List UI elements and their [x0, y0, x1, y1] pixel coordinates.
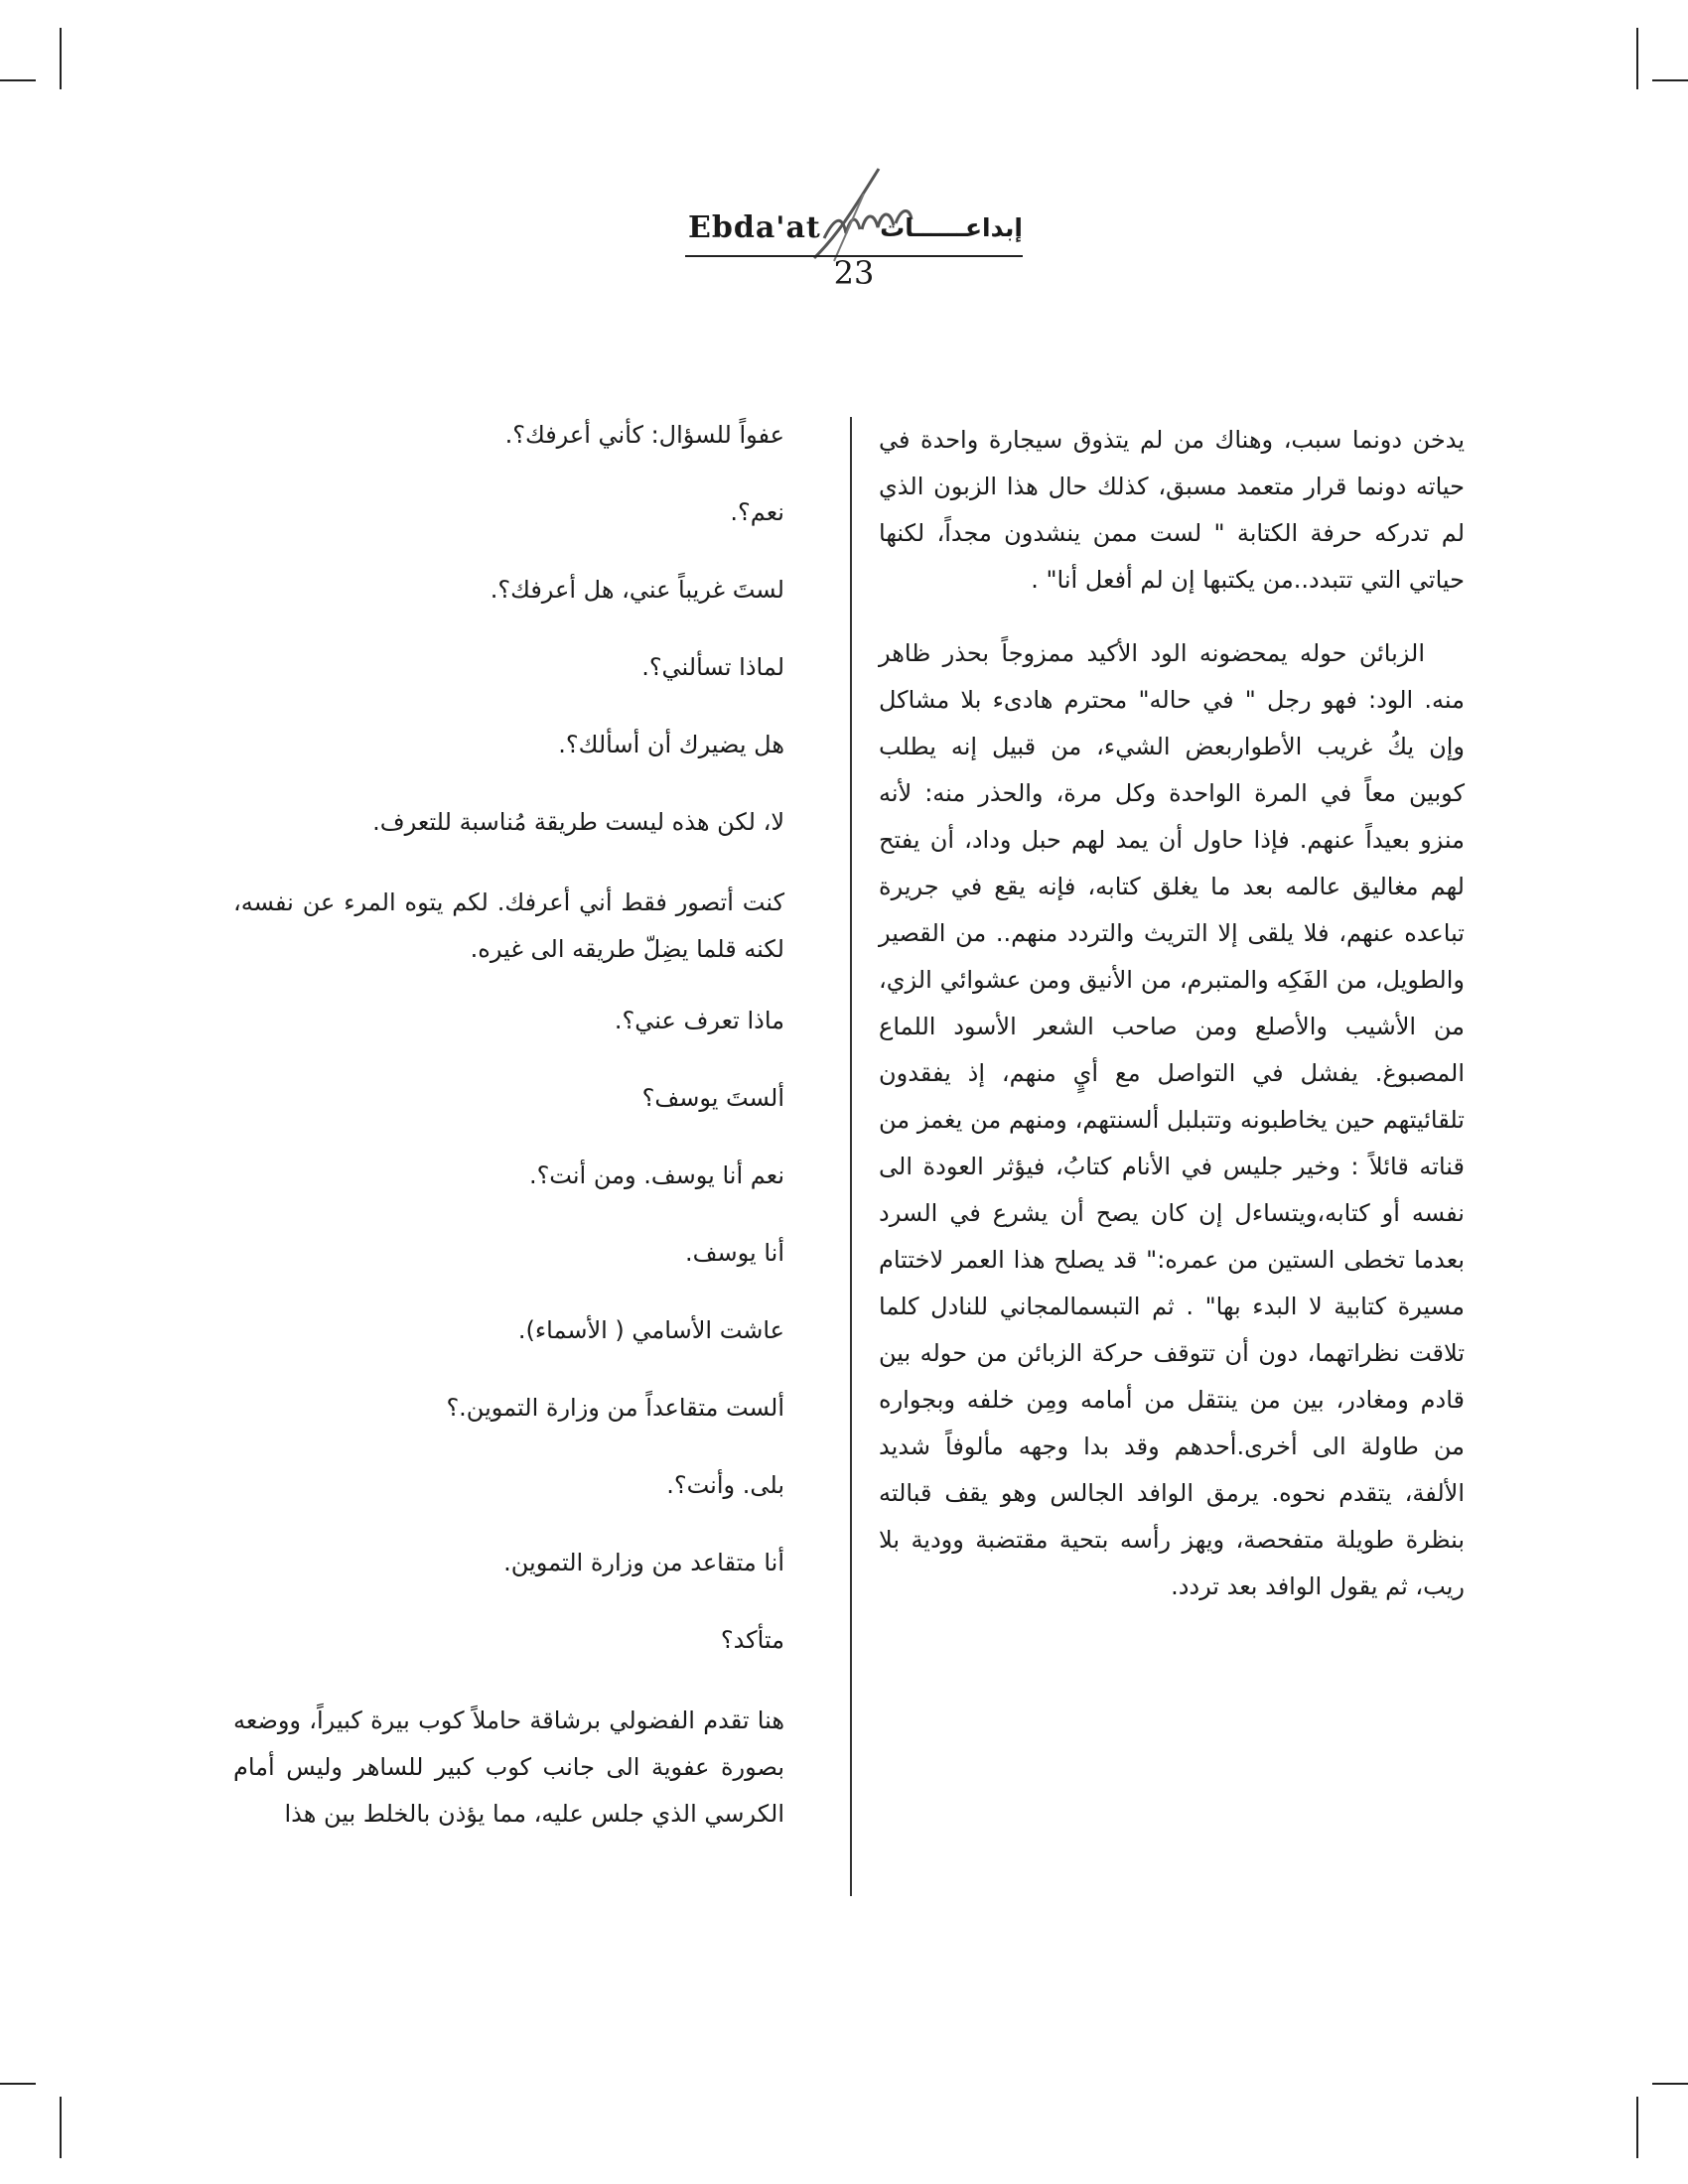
crop-mark: [0, 2083, 36, 2085]
dialogue-line: ألست متقاعداً من وزارة التموين.؟: [446, 1394, 784, 1422]
dialogue-line: ماذا تعرف عني؟.: [614, 1007, 784, 1034]
crop-mark: [1652, 2083, 1688, 2085]
column-divider: [850, 417, 852, 1896]
header-latin-title: Ebda'at: [688, 210, 821, 245]
paragraph: يدخن دونما سبب، وهناك من لم يتذوق سيجارة واحدة في حياته دونما قرار متعمد مسبق، كذلك حال هذا الزبون الذي لم تدركه حرفة الكتابة " لست ممن ينشدون مجداً، لكنها حياتي التي تتبدد..من يكتبها إن لم أفعل أنا" .: [879, 426, 1465, 594]
page-number: 23: [833, 254, 875, 292]
dialogue-line: كنت أتصور فقط أني أعرفك. لكم يتوه المرء عن نفسه، لكنه قلما يضِلّ طريقه الى غيره.: [233, 888, 784, 963]
crop-mark: [1652, 79, 1688, 81]
dialogue-line: لا، لكن هذه ليست طريقة مُناسبة للتعرف.: [372, 808, 784, 836]
dialogue-line: نعم؟.: [730, 498, 784, 526]
dialogue-line: ألستَ يوسف؟: [641, 1084, 784, 1112]
crop-mark: [1636, 28, 1638, 89]
dialogue-line: أنا متقاعد من وزارة التموين.: [503, 1549, 784, 1576]
dialogue-line: لستَ غريباً عني، هل أعرفك؟.: [490, 576, 784, 604]
narration-paragraph: هنا تقدم الفضولي برشاقة حاملاً كوب بيرة كبيراً، ووضعه بصورة عفوية الى جانب كوب كبير للساهر وليس أمام الكرسي الذي جلس عليه، مما يؤذن بالخلط بين هذا: [233, 1706, 784, 1828]
dialogue-line: بلى. وأنت؟.: [666, 1471, 784, 1499]
header-arabic-title: إبداعــــــات: [880, 213, 1023, 242]
dialogue-line: أنا يوسف.: [685, 1239, 784, 1267]
crop-mark: [60, 28, 62, 89]
dialogue-line: عفواً للسؤال: كأني أعرفك؟.: [504, 421, 784, 449]
dialogue-line: هل يضيرك أن أسألك؟.: [558, 731, 784, 758]
crop-mark: [60, 2097, 62, 2158]
left-column: [233, 415, 824, 1838]
crop-mark: [0, 79, 36, 81]
dialogue-line: نعم أنا يوسف. ومن أنت؟.: [528, 1161, 784, 1189]
dialogue-line: متأكد؟: [720, 1626, 784, 1654]
paragraph: الزبائن حوله يمحضونه الود الأكيد ممزوجاً بحذر ظاهر منه. الود: فهو رجل " في حاله" محترم هادىء بلا مشاكل وإن يكُ غريب الأطواربعض الشيء، من قبيل إنه يطلب كوبين معاً في المرة الواحدة وكل مرة، والحذر منه: لأنه منزو بعيداً عنهم. فإذا حاول أن يمد لهم حبل وداد، أن يفتح لهم مغاليق عالمه بعد ما يغلق كتابه، فإنه يقع في جريرة تباعده عنهم، فلا يلقى إلا التريث والتردد منهم.. من القصير والطويل، من الفَكِه والمتبرم، من الأنيق ومن عشوائي الزي، من الأشيب والأصلع ومن صاحب الشعر الأسود اللماع المصبوغ. يفشل في التواصل مع أيٍ منهم، إذ يفقدون تلقائيتهم حين يخاطبونه وتتبلبل ألسنتهم، ومنهم من يغمز من قناته قائلاً : وخير جليس في الأنام كتابُ، فيؤثر العودة الى نفسه أو كتابه،ويتساءل إن كان يصح أن يشرع في السرد بعدما تخطى الستين من عمره:" قد يصلح هذا العمر لاختتام مسيرة كتابية لا البدء بها" . ثم التبسمالمجاني للنادل كلما تلاقت نظراتهما، دون أن تتوقف حركة الزبائن من حوله بين قادم ومغادر، بين من ينتقل من أمامه ومِن خلفه وبجواره من طاولة الى أخرى.أحدهم وقد بدا وجهه مألوفاً شديد الألفة، يتقدم نحوه. يرمق الوافد الجالس وهو يقف قبالته بنظرة طويلة متفحصة، ويهز رأسه بتحية مقتضبة وودية بلا ريب، ثم يقول الوافد بعد تردد.: [879, 639, 1465, 1600]
dialogue-line: عاشت الأسامي ( الأسماء).: [517, 1316, 784, 1344]
dialogue-line: لماذا تسألني؟.: [641, 653, 784, 681]
crop-mark: [1636, 2097, 1638, 2158]
right-column: [879, 417, 1465, 1610]
